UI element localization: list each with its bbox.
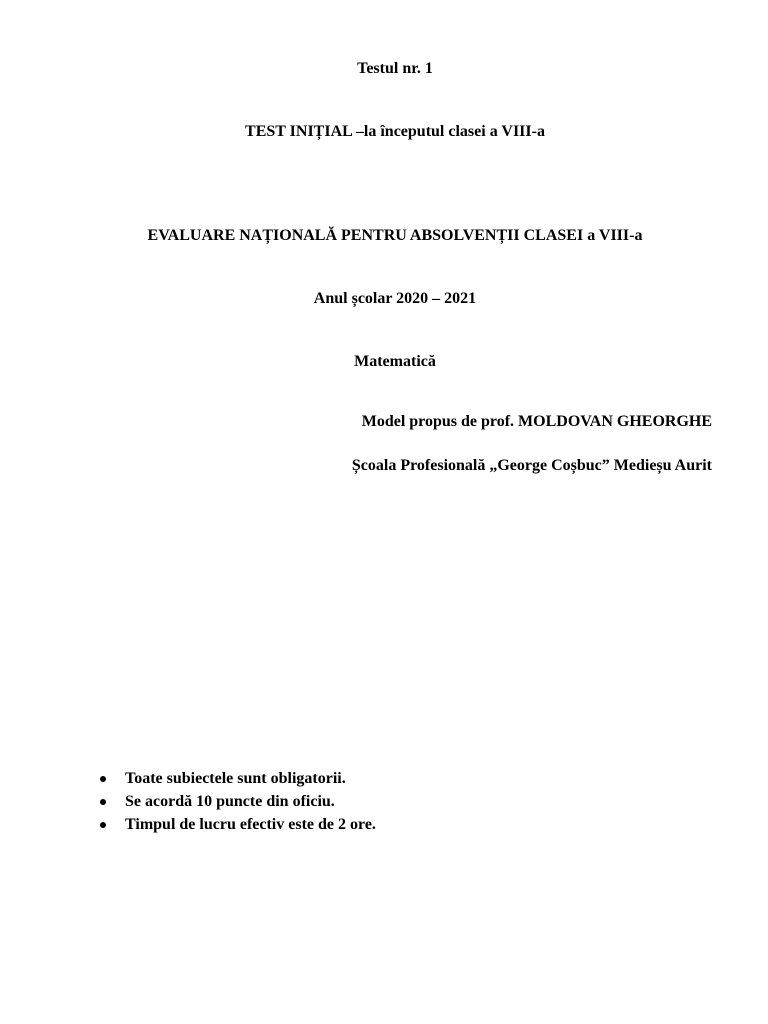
instructions-list bbox=[98, 767, 376, 836]
instruction-item bbox=[98, 790, 376, 813]
instruction-text: Timpul de lucru efectiv este de 2 ore. bbox=[125, 816, 376, 833]
school-name: Școala Profesională „George Coșbuc” Medieșu Aurit bbox=[351, 457, 712, 474]
exam-title: EVALUARE NAȚIONALĂ PENTRU ABSOLVENȚII CLASEI a VIII-a bbox=[147, 227, 643, 244]
instruction-text: Se acordă 10 puncte din oficiu. bbox=[125, 793, 335, 810]
test-type-heading: TEST INIȚIAL –la începutul clasei a VIII-a bbox=[245, 123, 545, 140]
school-year: Anul școlar 2020 – 2021 bbox=[313, 290, 477, 307]
instruction-item bbox=[98, 767, 376, 790]
subject: Matematică bbox=[354, 353, 436, 370]
test-number: Testul nr. 1 bbox=[357, 60, 433, 77]
instruction-item bbox=[98, 813, 376, 836]
author-line: Model propus de prof. MOLDOVAN GHEORGHE bbox=[361, 413, 712, 430]
instruction-text: Toate subiectele sunt obligatorii. bbox=[125, 770, 346, 787]
bullet-icon bbox=[100, 799, 106, 805]
bullet-icon bbox=[100, 776, 106, 782]
bullet-icon bbox=[100, 822, 106, 828]
